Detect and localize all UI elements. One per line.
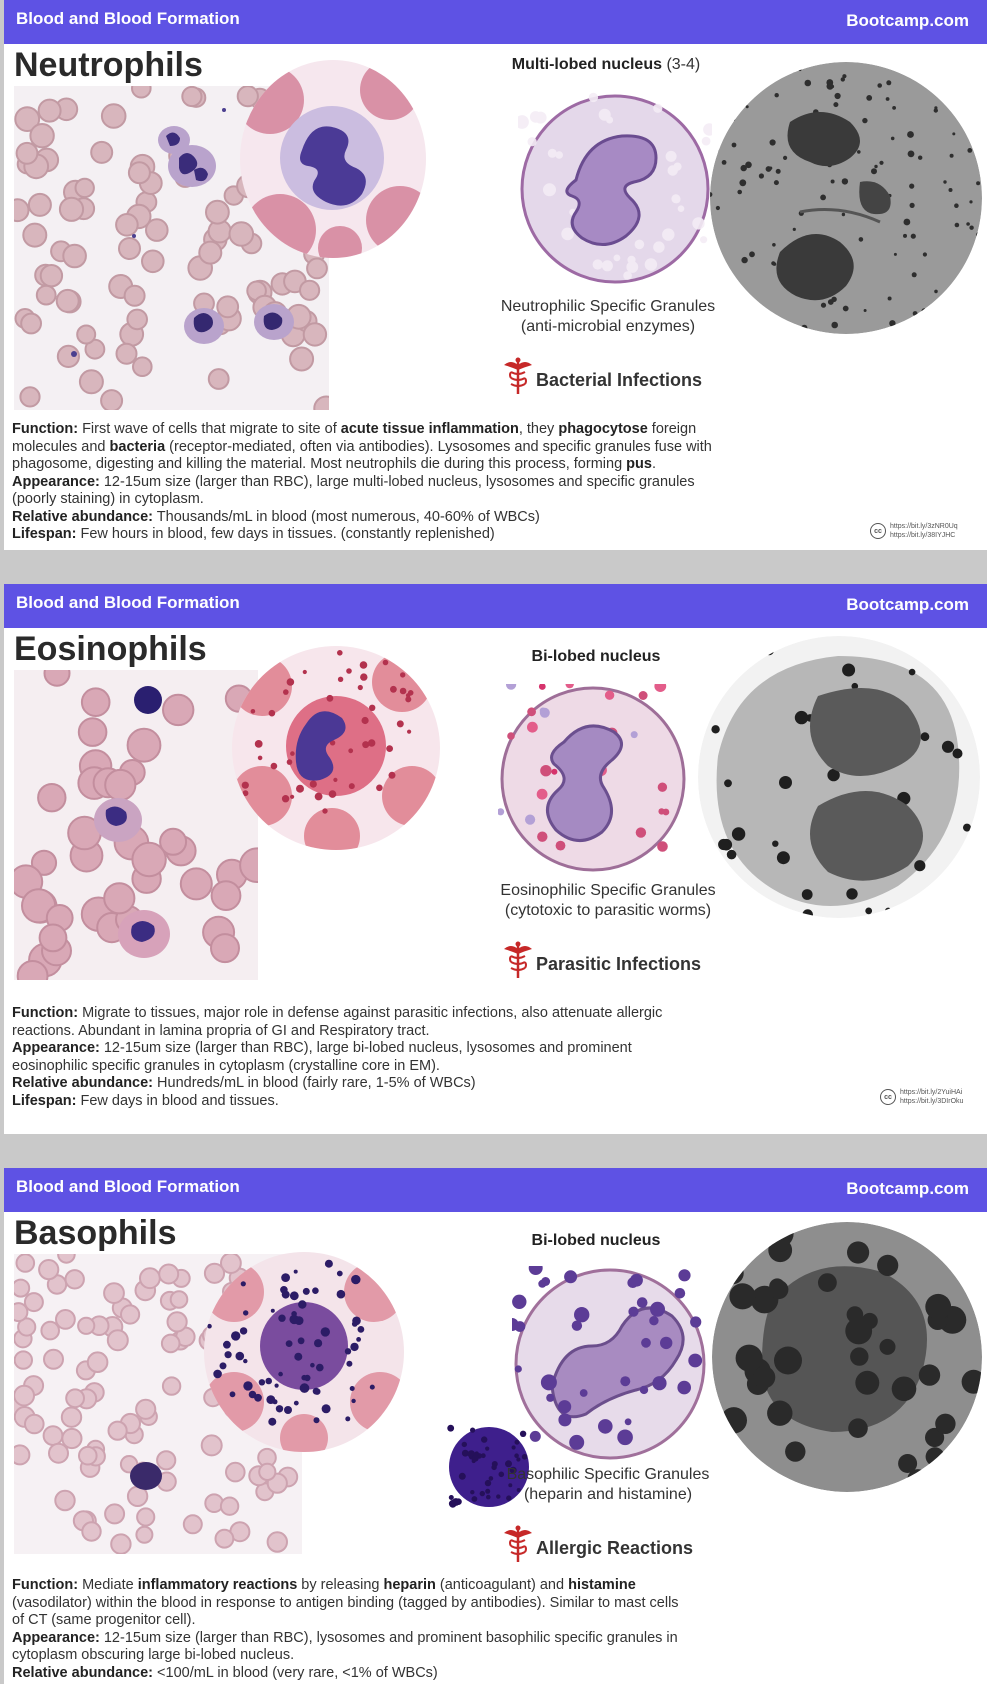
credit-link[interactable]: https://bit.ly/38IYJHC bbox=[890, 532, 956, 539]
electron-micrograph bbox=[710, 62, 982, 334]
nucleus-label bbox=[476, 1232, 716, 1250]
description bbox=[12, 421, 740, 544]
credit-link[interactable]: https://bit.ly/3zNR0Uq bbox=[890, 523, 958, 530]
blood-smear-graphic bbox=[14, 670, 258, 980]
category-title: Blood and Blood Formation bbox=[16, 9, 240, 28]
category-title: Blood and Blood Formation bbox=[16, 593, 240, 612]
cell-title: Eosinophils bbox=[14, 630, 207, 668]
lifespan-text: Lifespan: Few hours in blood, few days in tissues. (constantly replenished) bbox=[12, 526, 495, 542]
function-label: Function: bbox=[12, 421, 79, 437]
specific-granules-label bbox=[470, 1465, 746, 1505]
credit-link[interactable]: https://bit.ly/3DIrOku bbox=[900, 1098, 964, 1105]
caduceus-icon bbox=[502, 940, 534, 980]
granules-line2: (cytotoxic to parasitic worms) bbox=[504, 902, 712, 919]
description bbox=[12, 1577, 682, 1682]
appearance-text: Appearance: 12-15um size (larger than RBC), large multi-lobed nucleus, lysosomes and specific granules (poorly staining) in cytoplasm. bbox=[12, 473, 695, 507]
description bbox=[12, 1005, 682, 1110]
nucleus-diagram bbox=[512, 1266, 708, 1462]
function-text: Function: Migrate to tissues, major role in defense against parasitic infections, also attenuate allergic reactions. Abundant in lamina propria of GI and Respiratory tract. bbox=[12, 1005, 663, 1039]
slide-header bbox=[4, 584, 987, 628]
infection-type bbox=[502, 1524, 693, 1564]
infection-label: Allergic Reactions bbox=[536, 1537, 694, 1558]
nucleus-diagram bbox=[498, 684, 688, 874]
nucleus-label-bold: Multi-lobed nucleus bbox=[511, 56, 662, 73]
electron-micrograph bbox=[712, 1222, 982, 1492]
caduceus-icon bbox=[502, 1524, 534, 1564]
lifespan-text: Lifespan: Few days in blood and tissues. bbox=[12, 1092, 279, 1109]
function-text: Function: First wave of cells that migrate to site of acute tissue inflammation, they phagocytose foreign molecules and bacteria (receptor-mediated, often via antibodies). Lysosomes and specific granules fuse with phagosome, digesting and killing the material. Most neutrophils die during this process, forming pus. bbox=[12, 421, 712, 472]
nucleus-label bbox=[476, 648, 716, 666]
slide-neutrophils bbox=[4, 0, 987, 550]
slide-eosinophils bbox=[4, 584, 987, 1134]
basophil-zoom-image bbox=[204, 1252, 404, 1452]
image-credits bbox=[870, 522, 958, 540]
infection-type bbox=[502, 356, 702, 396]
category-title: Blood and Blood Formation bbox=[16, 1177, 240, 1196]
brand-link[interactable]: Bootcamp.com bbox=[846, 595, 969, 614]
credit-link[interactable]: https://bit.ly/2YuiHAi bbox=[900, 1089, 963, 1096]
specific-granules-label bbox=[470, 881, 746, 921]
appearance-text: Appearance: 12-15um size (larger than RBC), lysosomes and prominent basophilic specific granules in cytoplasm obscuring large bi-lobed nucleus. bbox=[12, 1629, 678, 1663]
cell-title: Neutrophils bbox=[14, 46, 203, 84]
image-credits bbox=[880, 1088, 963, 1106]
abundance-text: Relative abundance: Hundreds/mL in blood (fairly rare, 1-5% of WBCs) bbox=[12, 1075, 476, 1091]
nucleus-diagram bbox=[518, 92, 712, 286]
granules-line2: (anti-microbial enzymes) bbox=[520, 318, 696, 335]
granules-line2: (heparin and histamine) bbox=[523, 1486, 693, 1503]
infection-type bbox=[502, 940, 701, 980]
abundance-text: Relative abundance: <100/mL in blood (very rare, <1% of WBCs) bbox=[12, 1664, 438, 1681]
slide-basophils bbox=[4, 1168, 987, 1684]
caduceus-icon bbox=[502, 356, 534, 396]
brand-link[interactable]: Bootcamp.com bbox=[846, 1179, 969, 1198]
nucleus-label-extra: (3-4) bbox=[666, 56, 701, 73]
cell-title: Basophils bbox=[14, 1214, 177, 1252]
slide-header bbox=[4, 0, 987, 44]
appearance-text: Appearance: 12-15um size (larger than RBC), large bi-lobed nucleus, lysosomes and prominent eosinophilic specific granules in cytoplasm (crystalline core in EM). bbox=[12, 1040, 632, 1074]
nucleus-label-bold: Bi-lobed nucleus bbox=[531, 648, 661, 665]
creative-commons-icon: cc bbox=[880, 1089, 896, 1105]
brand-link[interactable]: Bootcamp.com bbox=[846, 11, 969, 30]
nucleus-label-bold: Bi-lobed nucleus bbox=[531, 1232, 661, 1249]
eosinophil-zoom-image bbox=[232, 646, 440, 850]
slide-header bbox=[4, 1168, 987, 1212]
creative-commons-icon: cc bbox=[870, 523, 886, 539]
nucleus-label bbox=[486, 56, 726, 74]
granules-line1: Basophilic Specific Granules bbox=[506, 1466, 710, 1483]
electron-micrograph bbox=[698, 636, 980, 918]
granules-line1: Neutrophilic Specific Granules bbox=[500, 298, 716, 315]
granules-line1: Eosinophilic Specific Granules bbox=[500, 882, 716, 899]
infection-label: Parasitic Infections bbox=[536, 953, 702, 974]
specific-granules-label bbox=[470, 297, 746, 337]
infection-label: Bacterial Infections bbox=[536, 369, 703, 390]
abundance-text: Relative abundance: Thousands/mL in blood (most numerous, 40-60% of WBCs) bbox=[12, 508, 540, 525]
blood-smear-image bbox=[14, 670, 258, 980]
neutrophil-zoom-image bbox=[240, 60, 426, 258]
function-text: Function: Mediate inflammatory reactions by releasing heparin (anticoagulant) and histamine (vasodilator) within the blood in response to antigen binding (tagged by antibodies). Similar to mast cells of CT (same progenitor cell). bbox=[12, 1577, 679, 1628]
